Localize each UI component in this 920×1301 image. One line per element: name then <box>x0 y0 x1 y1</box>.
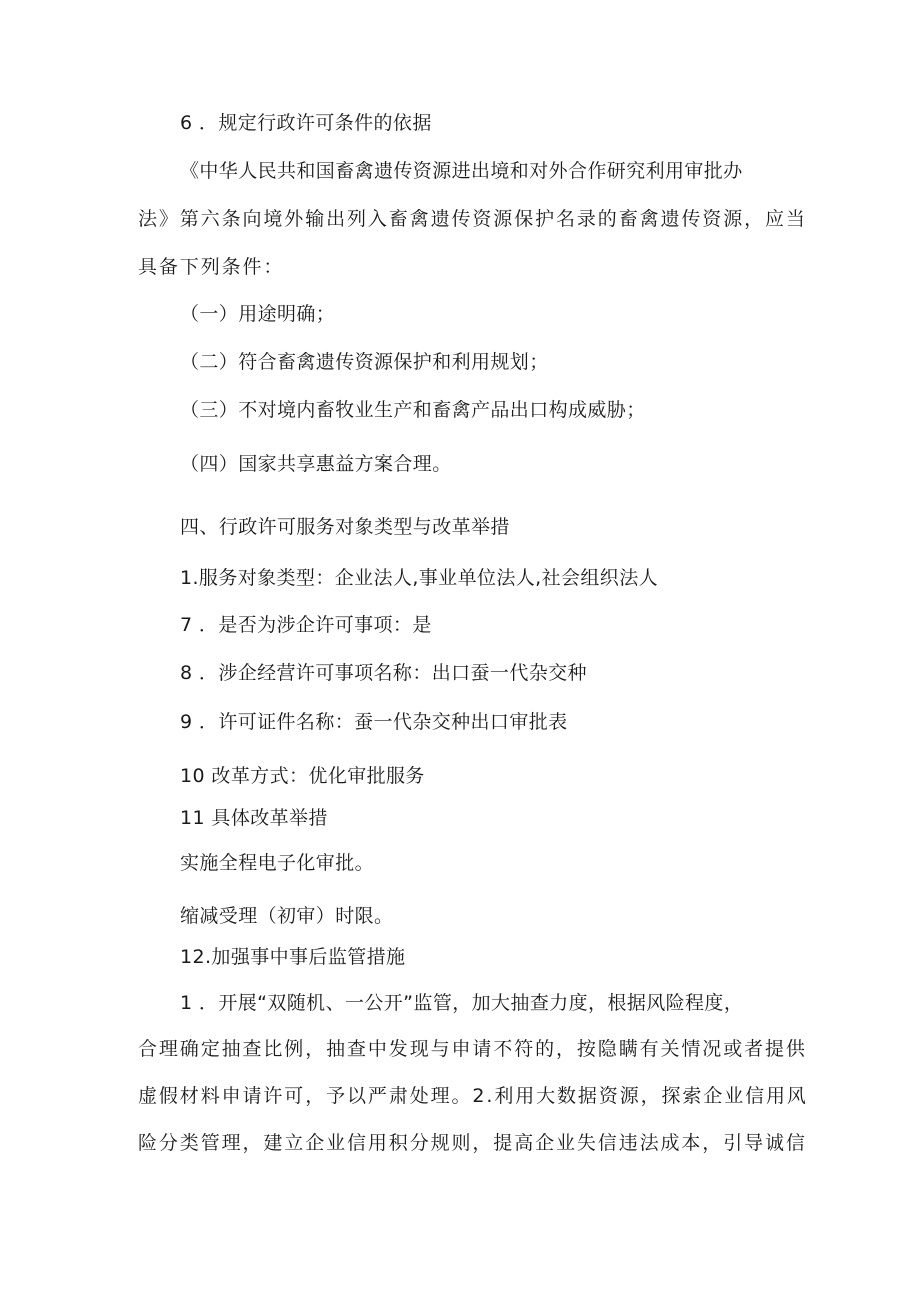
reform-measure-text: 实施全程电子化审批。 <box>180 852 375 874</box>
heading-item-6: 6 ．规定行政许可条件的依据 <box>180 112 432 134</box>
condition-item: （四）国家共享惠益方案合理。 <box>180 453 452 475</box>
basis-paragraph-line-3: 具备下列条件： <box>138 256 285 278</box>
basis-paragraph-line-2: 法》第六条向境外输出列入畜禽遗传资源保护名录的畜禽遗传资源，应当 <box>138 208 807 230</box>
item-12-supervision: 12.加强事中事后监管措施 <box>180 946 406 968</box>
item-7-enterprise-related: 7 ．是否为涉企许可事项：是 <box>180 614 432 636</box>
supervision-paragraph-line-1: 1 ．开展“双随机、一公开”监管，加大抽查力度，根据风险程度， <box>180 992 744 1014</box>
reform-measure-text: 缩减受理（初审）时限。 <box>180 905 394 927</box>
condition-item: （三）不对境内畜牧业生产和畜禽产品出口构成威胁； <box>180 399 646 421</box>
item-1-service-types: 1.服务对象类型：企业法人,事业单位法人,社会组织法人 <box>180 567 659 589</box>
item-8-license-name: 8 ．涉企经营许可事项名称：出口蚕一代杂交种 <box>180 662 587 684</box>
supervision-paragraph-line-4: 险分类管理，建立企业信用积分规则，提高企业失信违法成本，引导诚信 <box>138 1132 807 1154</box>
supervision-paragraph-line-3: 虚假材料申请许可，予以严肃处理。2.利用大数据资源，探索企业信用风 <box>138 1085 808 1107</box>
supervision-paragraph-line-2: 合理确定抽查比例，抽查中发现与申请不符的，按隐瞒有关情况或者提供 <box>138 1038 807 1060</box>
section-4-title: 四、行政许可服务对象类型与改革举措 <box>180 516 510 538</box>
basis-paragraph-line-1: 《中华人民共和国畜禽遗传资源进出境和对外合作研究利用审批办 <box>180 160 743 182</box>
condition-item: （一）用途明确； <box>180 303 336 325</box>
item-10-reform-method: 10 改革方式：优化审批服务 <box>180 765 425 787</box>
item-9-certificate-name: 9 ．许可证件名称：蚕一代杂交种出口审批表 <box>180 711 568 733</box>
condition-item: （二）符合畜禽遗传资源保护和利用规划； <box>180 351 549 373</box>
item-11-reform-measures: 11 具体改革举措 <box>180 807 328 829</box>
